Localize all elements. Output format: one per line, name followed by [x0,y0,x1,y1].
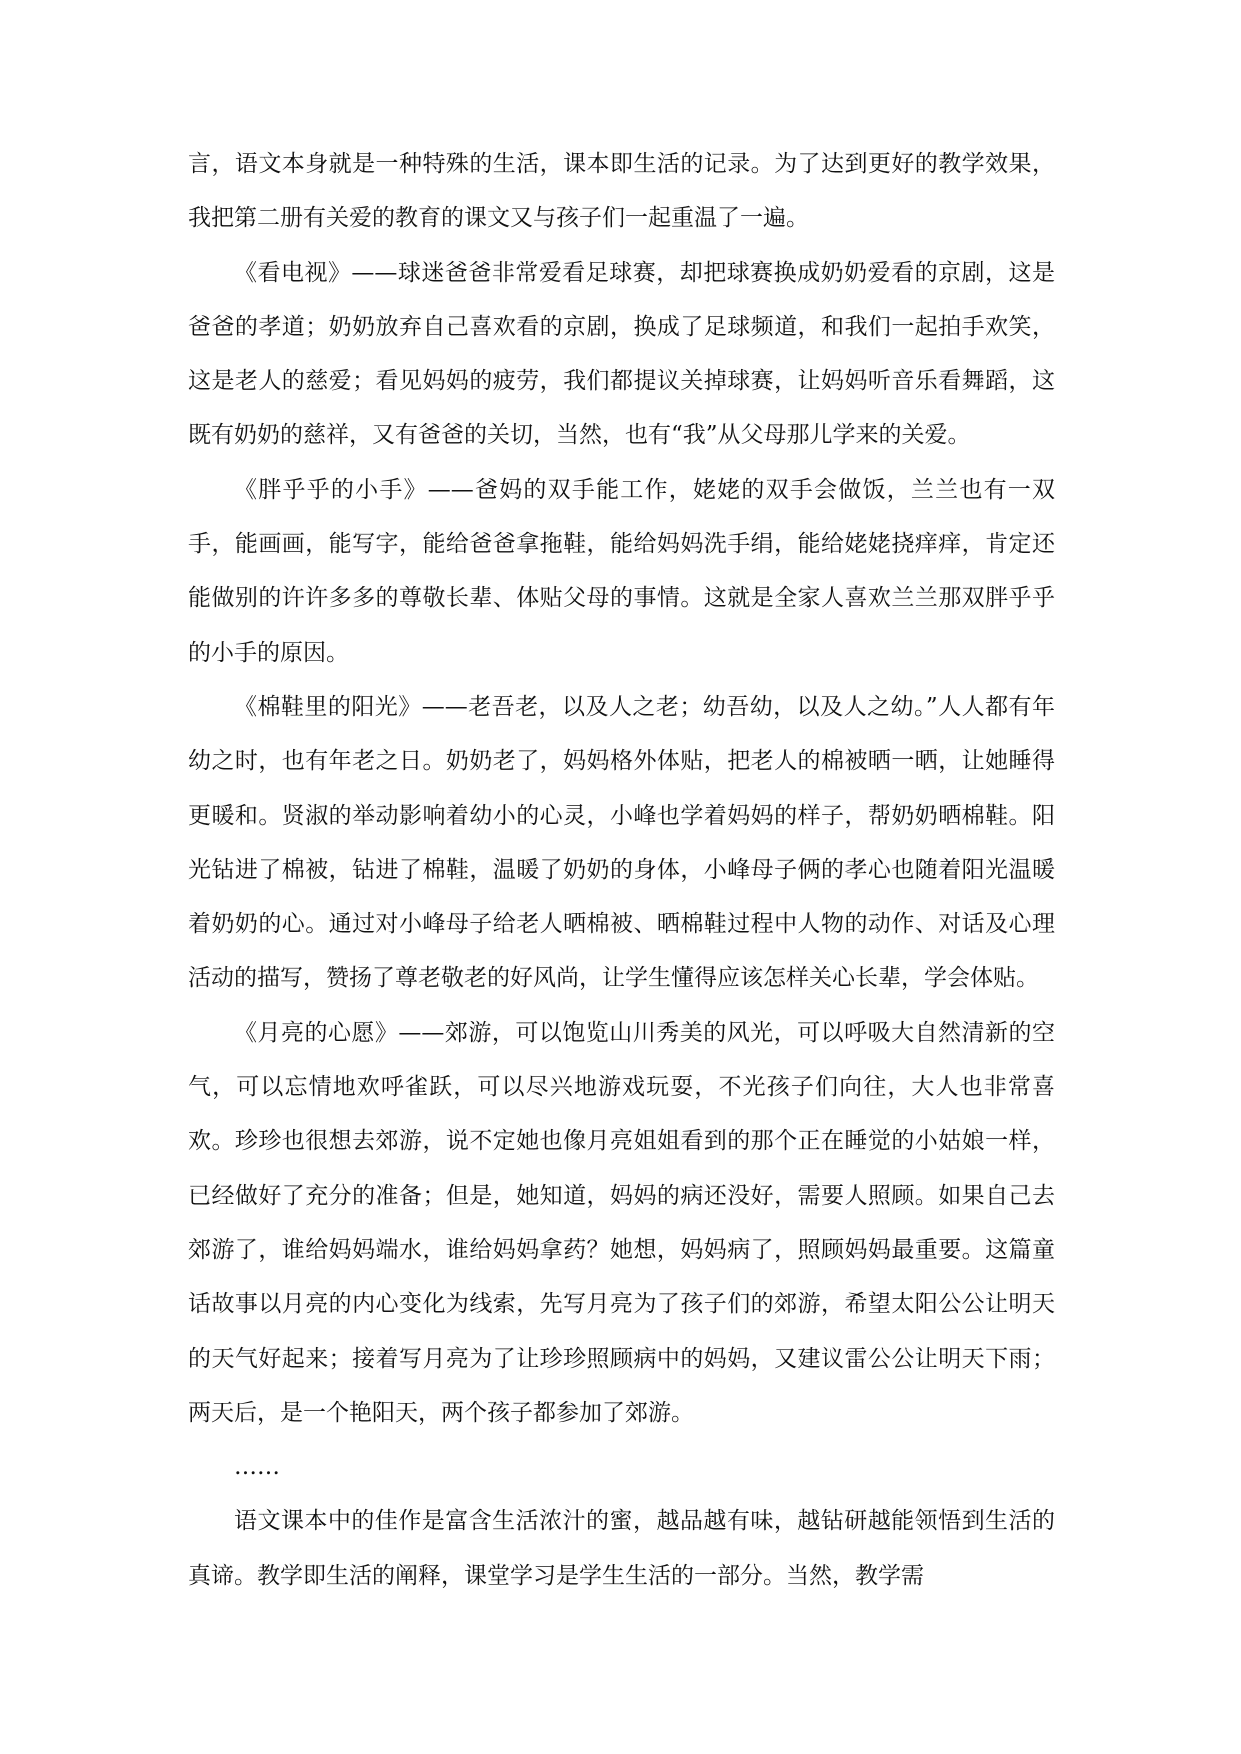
paragraph-conclusion: 语文课本中的佳作是富含生活浓汁的蜜，越品越有味，越钻研越能领悟到生活的真谛。教学即生活的阐释，课堂学习是学生生活的一部分。当然，教学需 [188,1508,1055,1589]
document-body [188,137,1055,1603]
paragraph-mianxie-yangguang: 《棉鞋里的阳光》——老吾老，以及人之老；幼吾幼，以及人之幼。”人人都有年幼之时，也有年老之日。奶奶老了，妈妈格外体贴，把老人的棉被晒一晒，让她睡得更暖和。贤淑的举动影响着幼小的心灵，小峰也学着妈妈的样子，帮奶奶晒棉鞋。阳光钻进了棉被，钻进了棉鞋，温暖了奶奶的身体，小峰母子俩的孝心也随着阳光温暖着奶奶的心。通过对小峰母子给老人晒棉被、晒棉鞋过程中人物的动作、对话及心理活动的描写，赞扬了尊老敬老的好风尚，让学生懂得应该怎样关心长辈，学会体贴。 [188,693,1055,992]
paragraph-intro: 言，语文本身就是一种特殊的生活，课本即生活的记录。为了达到更好的教学效果，我把第二册有关爱的教育的课文又与孩子们一起重温了一遍。 [188,151,1055,232]
paragraph-ellipsis: …… [234,1454,280,1481]
paragraph-kan-dianshi: 《看电视》——球迷爸爸非常爱看足球赛，却把球赛换成奶奶爱看的京剧，这是爸爸的孝道；奶奶放弃自己喜欢看的京剧，换成了足球频道，和我们一起拍手欢笑，这是老人的慈爱；看见妈妈的疲劳，我们都提议关掉球赛，让妈妈听音乐看舞蹈，这既有奶奶的慈祥，又有爸爸的关切，当然，也有“我”从父母那儿学来的关爱。 [188,259,1055,449]
paragraph-panghuhu-xiaoshou: 《胖乎乎的小手》——爸妈的双手能工作，姥姥的双手会做饭，兰兰也有一双手，能画画，能写字，能给爸爸拿拖鞋，能给妈妈洗手绢，能给姥姥挠痒痒，肯定还能做别的许许多多的尊敬长辈、体贴父母的事情。这就是全家人喜欢兰兰那双胖乎乎的小手的原因。 [188,476,1055,666]
paragraph-yueliang-xinyuan: 《月亮的心愿》——郊游，可以饱览山川秀美的风光，可以呼吸大自然清新的空气，可以忘情地欢呼雀跃，可以尽兴地游戏玩耍，不光孩子们向往，大人也非常喜欢。珍珍也很想去郊游，说不定她也像月亮姐姐看到的那个正在睡觉的小姑娘一样，已经做好了充分的准备；但是，她知道，妈妈的病还没好，需要人照顾。如果自己去郊游了，谁给妈妈端水，谁给妈妈拿药？她想，妈妈病了，照顾妈妈最重要。这篇童话故事以月亮的内心变化为线索，先写月亮为了孩子们的郊游，希望太阳公公让明天的天气好起来；接着写月亮为了让珍珍照顾病中的妈妈，又建议雷公公让明天下雨；两天后，是一个艳阳天，两个孩子都参加了郊游。 [188,1019,1055,1426]
